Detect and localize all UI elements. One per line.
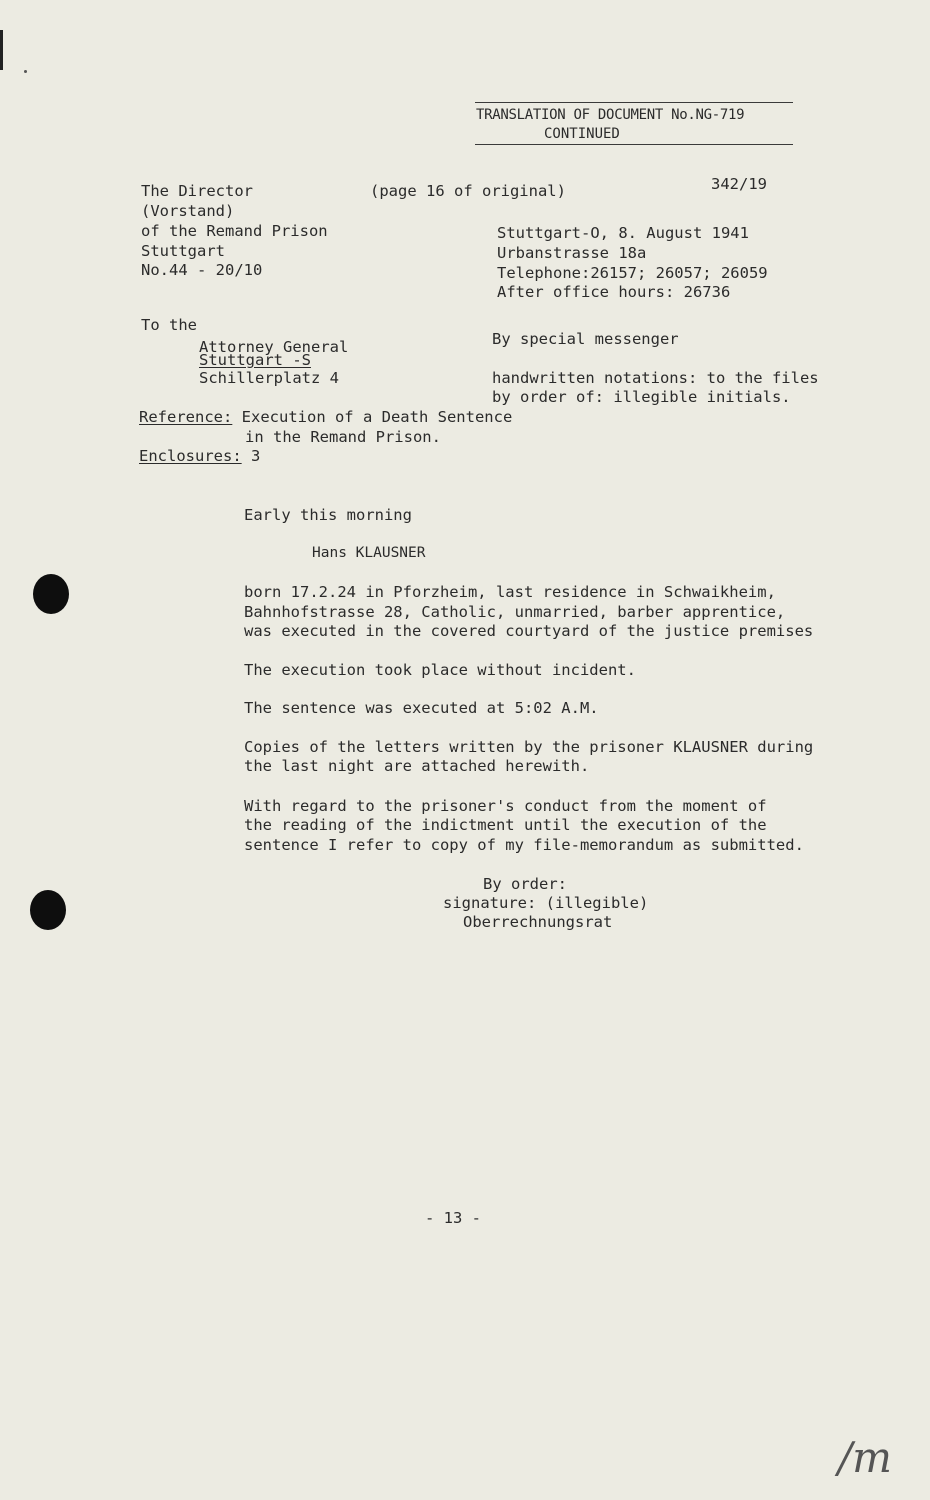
conduct-line: sentence I refer to copy of my file-memorandum as submitted. xyxy=(244,836,804,854)
delivery-method: By special messenger xyxy=(492,330,679,348)
header-rule-top xyxy=(475,102,793,103)
recipient-line: Schillerplatz 4 xyxy=(199,369,339,387)
details-line: Bahnhofstrasse 28, Catholic, unmarried, barber apprentice, xyxy=(244,603,786,621)
enclosures xyxy=(139,446,260,466)
reference-text: Execution of a Death Sentence xyxy=(232,408,513,426)
prisoner-name: Hans KLAUSNER xyxy=(312,545,426,561)
copies-line: Copies of the letters written by the prisoner KLAUSNER during xyxy=(244,738,814,756)
sender-line: Stuttgart xyxy=(141,242,225,260)
speck xyxy=(24,70,27,73)
sender-line: No.44 - 20/10 xyxy=(141,261,263,279)
conduct-line: With regard to the prisoner's conduct from the moment of xyxy=(244,797,767,815)
signature-line: By order: xyxy=(483,875,567,893)
punch-hole xyxy=(33,574,69,614)
paragraph-incident: The execution took place without incident. xyxy=(244,661,636,679)
details-line: was executed in the covered courtyard of the justice premises xyxy=(244,622,814,640)
recipient-line: Stuttgart -S xyxy=(199,351,311,369)
body-opening: Early this morning xyxy=(244,506,412,524)
page-edge-mark xyxy=(0,30,3,70)
notation-line: handwritten notations: to the files xyxy=(492,369,819,387)
page-of-original: (page 16 of original) xyxy=(370,182,566,200)
enclosures-label: Enclosures: xyxy=(139,447,242,465)
enclosures-value: 3 xyxy=(241,447,261,465)
place-date-line: Telephone:26157; 26057; 26059 xyxy=(497,264,768,282)
conduct-line: the reading of the indictment until the execution of the xyxy=(244,816,767,834)
place-date-line: Stuttgart-O, 8. August 1941 xyxy=(497,224,749,242)
sender-line: The Director xyxy=(141,182,253,200)
notation-line: by order of: illegible initials. xyxy=(492,388,791,406)
copies-line: the last night are attached herewith. xyxy=(244,757,590,775)
punch-hole xyxy=(30,890,66,930)
reference-label: Reference: xyxy=(139,408,233,426)
sender-line: of the Remand Prison xyxy=(141,222,328,240)
recipient-line: Attorney General xyxy=(199,338,349,356)
page-number: - 13 - xyxy=(425,1209,481,1227)
paragraph-time: The sentence was executed at 5:02 A.M. xyxy=(244,699,599,717)
details-line: born 17.2.24 in Pforzheim, last residence in Schwaikheim, xyxy=(244,583,776,601)
handwritten-initial: /m xyxy=(838,1433,892,1482)
translation-title: TRANSLATION OF DOCUMENT No.NG-719 xyxy=(476,107,745,123)
sender-line: (Vorstand) xyxy=(141,202,235,220)
file-number: 342/19 xyxy=(711,175,767,193)
place-date-line: After office hours: 26736 xyxy=(497,283,731,301)
place-date-line: Urbanstrasse 18a xyxy=(497,244,647,262)
reference xyxy=(139,407,512,427)
signature-line: Oberrechnungsrat xyxy=(463,913,613,931)
reference-text-cont: in the Remand Prison. xyxy=(245,428,441,446)
translation-continued: CONTINUED xyxy=(544,126,620,142)
signature-line: signature: (illegible) xyxy=(443,894,649,912)
to-line: To the xyxy=(141,316,197,334)
header-rule-bottom xyxy=(475,144,793,145)
